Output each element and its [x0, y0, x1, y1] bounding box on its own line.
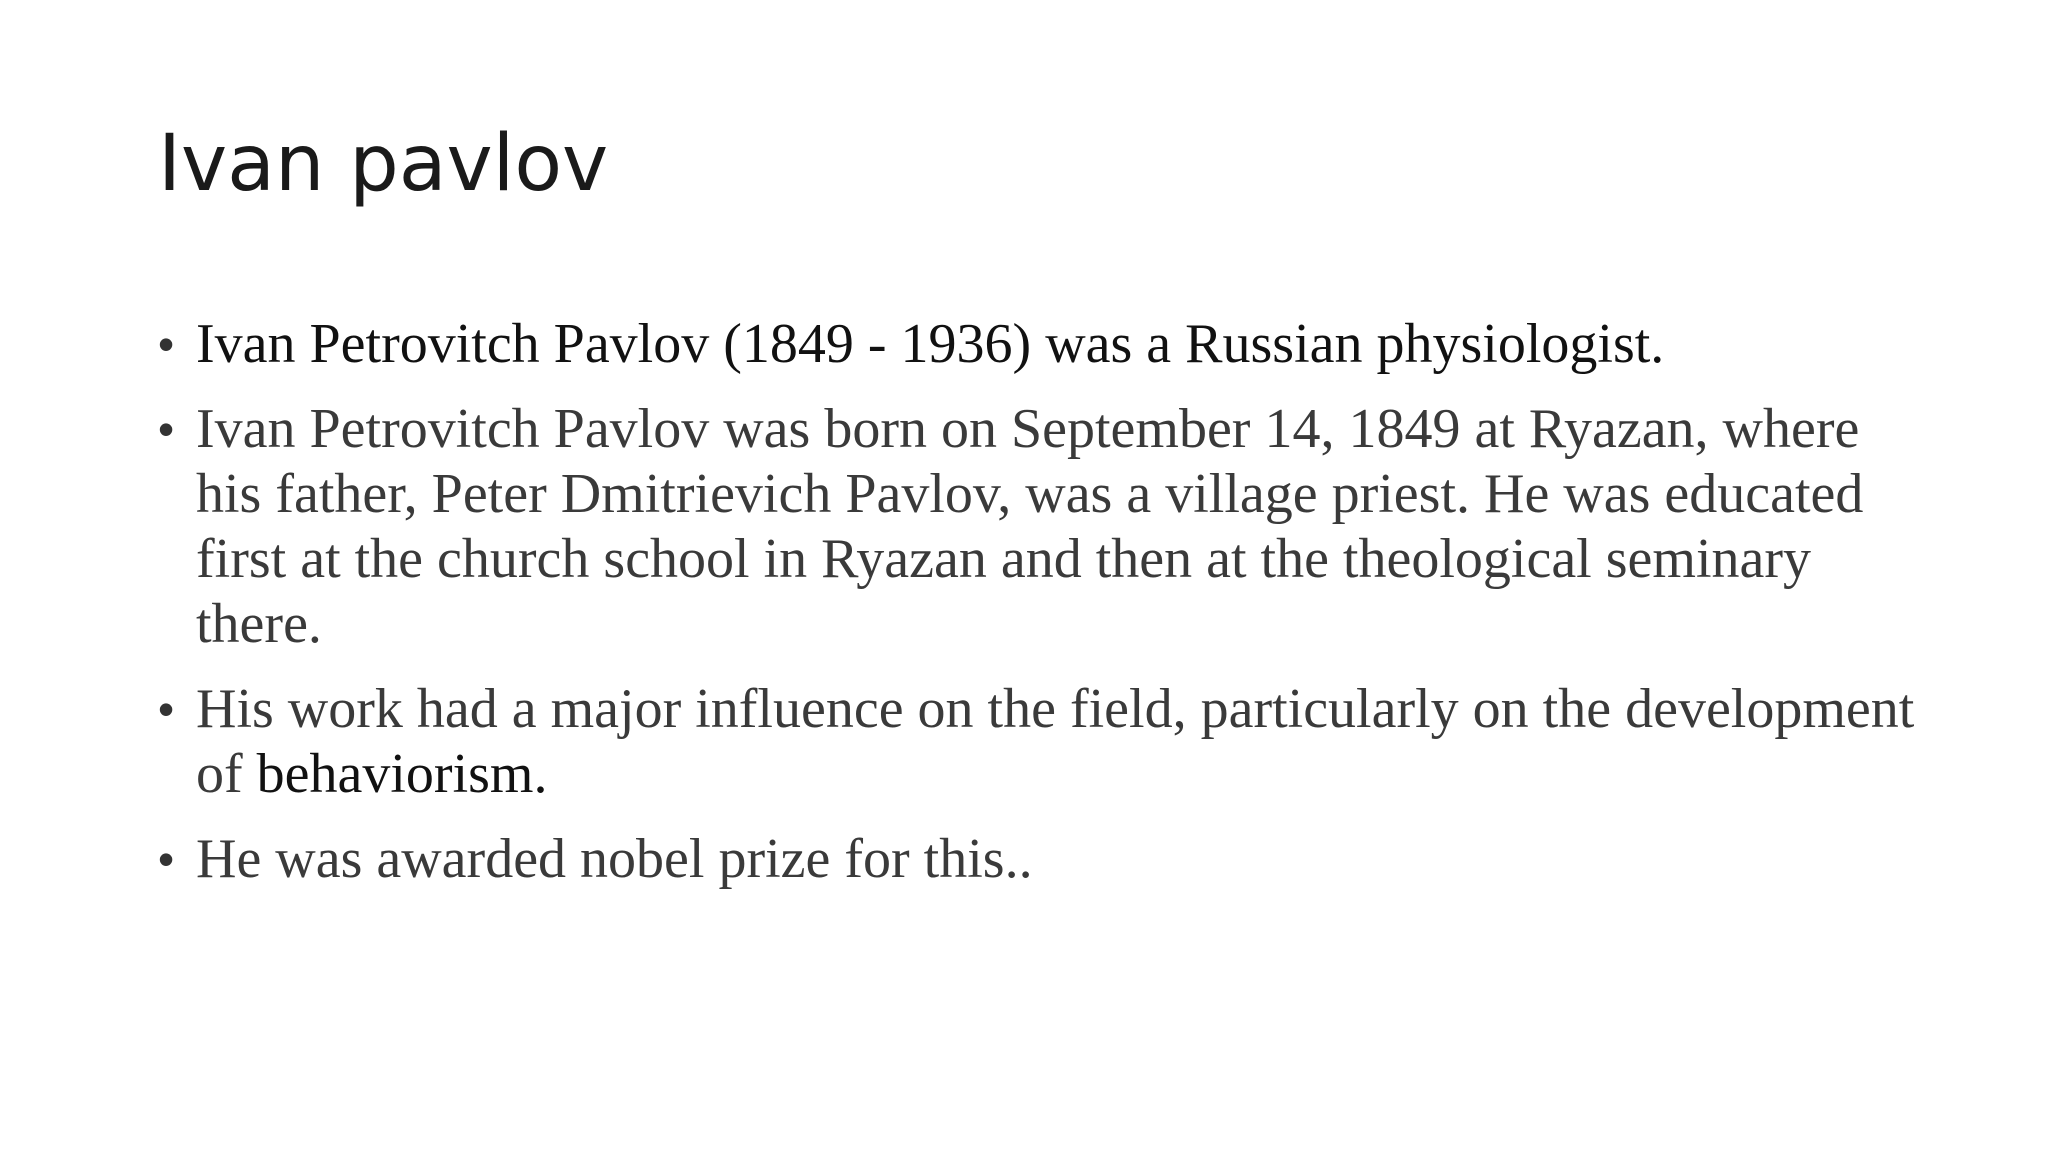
bullet-marker: •	[158, 683, 175, 735]
bullet-item	[158, 677, 1918, 807]
bullet-text-emphasis: behaviorism.	[256, 743, 548, 805]
bullet-marker: •	[158, 318, 175, 370]
bullet-marker: •	[158, 833, 175, 885]
bullet-list	[158, 312, 1918, 912]
bullet-text: His work had a major influence on the field, particularly on the development of	[196, 678, 1915, 805]
bullet-text: Ivan Petrovitch Pavlov was born on September 14, 1849 at Ryazan, where his father, Peter Dmitrievich Pavlov, was a village priest. He was educated first at the church school in Ryazan and then at the theological seminary there.	[196, 398, 1864, 655]
bullet-marker: •	[158, 403, 175, 455]
bullet-item	[158, 827, 1918, 892]
bullet-item	[158, 397, 1918, 657]
bullet-text: Ivan Petrovitch Pavlov (1849 - 1936) was a Russian physiologist.	[196, 313, 1665, 375]
bullet-item	[158, 312, 1918, 377]
slide-title: Ivan pavlov	[158, 119, 609, 209]
bullet-text: He was awarded nobel prize for this..	[196, 828, 1033, 890]
